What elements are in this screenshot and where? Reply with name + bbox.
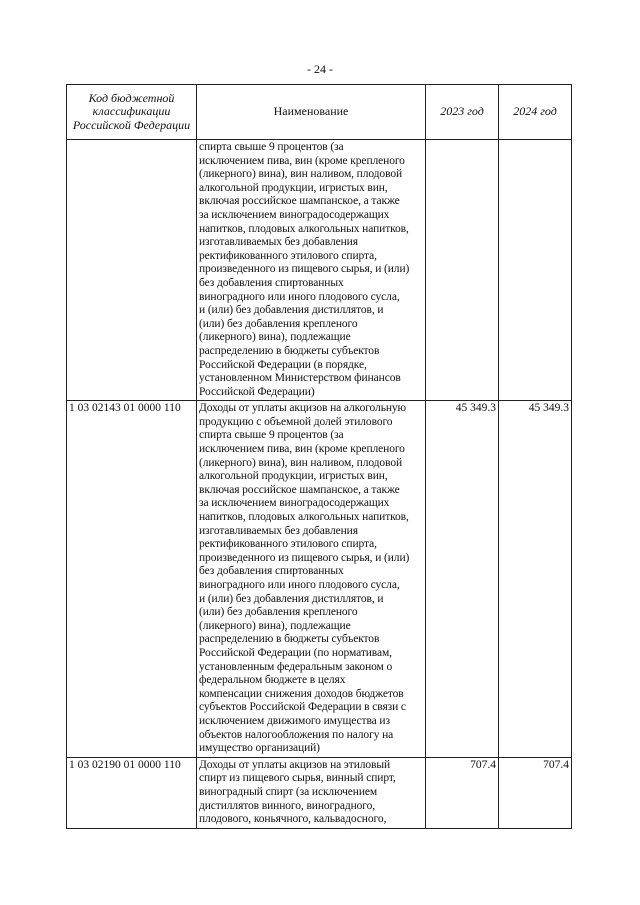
page-number: - 24 - bbox=[307, 62, 333, 76]
header-year-2023: 2023 год bbox=[426, 85, 499, 140]
row-value-2023: 707.4 bbox=[426, 757, 499, 828]
row-value-2023 bbox=[426, 140, 499, 401]
header-code: Код бюджетной классификации Российской Федерации bbox=[67, 85, 197, 140]
budget-table bbox=[66, 84, 572, 829]
row-code bbox=[67, 140, 197, 401]
row-name: Доходы от уплаты акцизов на алкогольную продукцию с объемной долей этилового спирта свыше 9 процентов (за исключением пива, вин (кроме крепленого (ликерного) вина), вин наливом, плодовой алкогольной продукции, игристых вин, включая российское шампанское, а также за исключением виноградосодержащих напитков, плодовых алкогольных напитков, изготавливаемых без добавления ректификованного этилового спирта, произведенного из пищевого сырья, и (или) без добавления спиртованных виноградного или иного плодового сусла, и (или) без добавления дистиллятов, и (или) без добавления крепленого (ликерного) вина), подлежащие распределению в бюджеты субъектов Российской Федерации (по нормативам, установленным федеральным законом о федеральном бюджете в целях компенсации снижения доходов бюджетов субъектов Российской Федерации в связи с исключением движимого имущества из объектов налогообложения по налогу на имущество организаций) bbox=[197, 401, 426, 757]
row-value-2023: 45 349.3 bbox=[426, 401, 499, 757]
row-name: спирта свыше 9 процентов (за исключением пива, вин (кроме крепленого (ликерного) вина), вин наливом, плодовой алкогольной продукции, игристых вин, включая российское шампанское, а также за исключением виноградосодержащих напитков, плодовых алкогольных напитков, изготавливаемых без добавления ректификованного этилового спирта, произведенного из пищевого сырья, и (или) без добавления спиртованных виноградного или иного плодового сусла, и (или) без добавления дистиллятов, и (или) без добавления крепленого (ликерного) вина), подлежащие распределению в бюджеты субъектов Российской Федерации (в порядке, установленном Министерством финансов Российской Федерации) bbox=[197, 140, 426, 401]
table-row bbox=[67, 140, 572, 401]
row-value-2024: 45 349.3 bbox=[499, 401, 572, 757]
row-value-2024 bbox=[499, 140, 572, 401]
table-row bbox=[67, 401, 572, 757]
row-value-2024: 707.4 bbox=[499, 757, 572, 828]
row-code: 1 03 02190 01 0000 110 bbox=[67, 757, 197, 828]
header-name: Наименование bbox=[197, 85, 426, 140]
table-row bbox=[67, 757, 572, 828]
header-year-2024: 2024 год bbox=[499, 85, 572, 140]
row-name: Доходы от уплаты акцизов на этиловый спирт из пищевого сырья, винный спирт, виноградный спирт (за исключением дистиллятов винного, виноградного, плодового, коньячного, кальвадосного, bbox=[197, 757, 426, 828]
table-header-row bbox=[67, 85, 572, 140]
row-code: 1 03 02143 01 0000 110 bbox=[67, 401, 197, 757]
